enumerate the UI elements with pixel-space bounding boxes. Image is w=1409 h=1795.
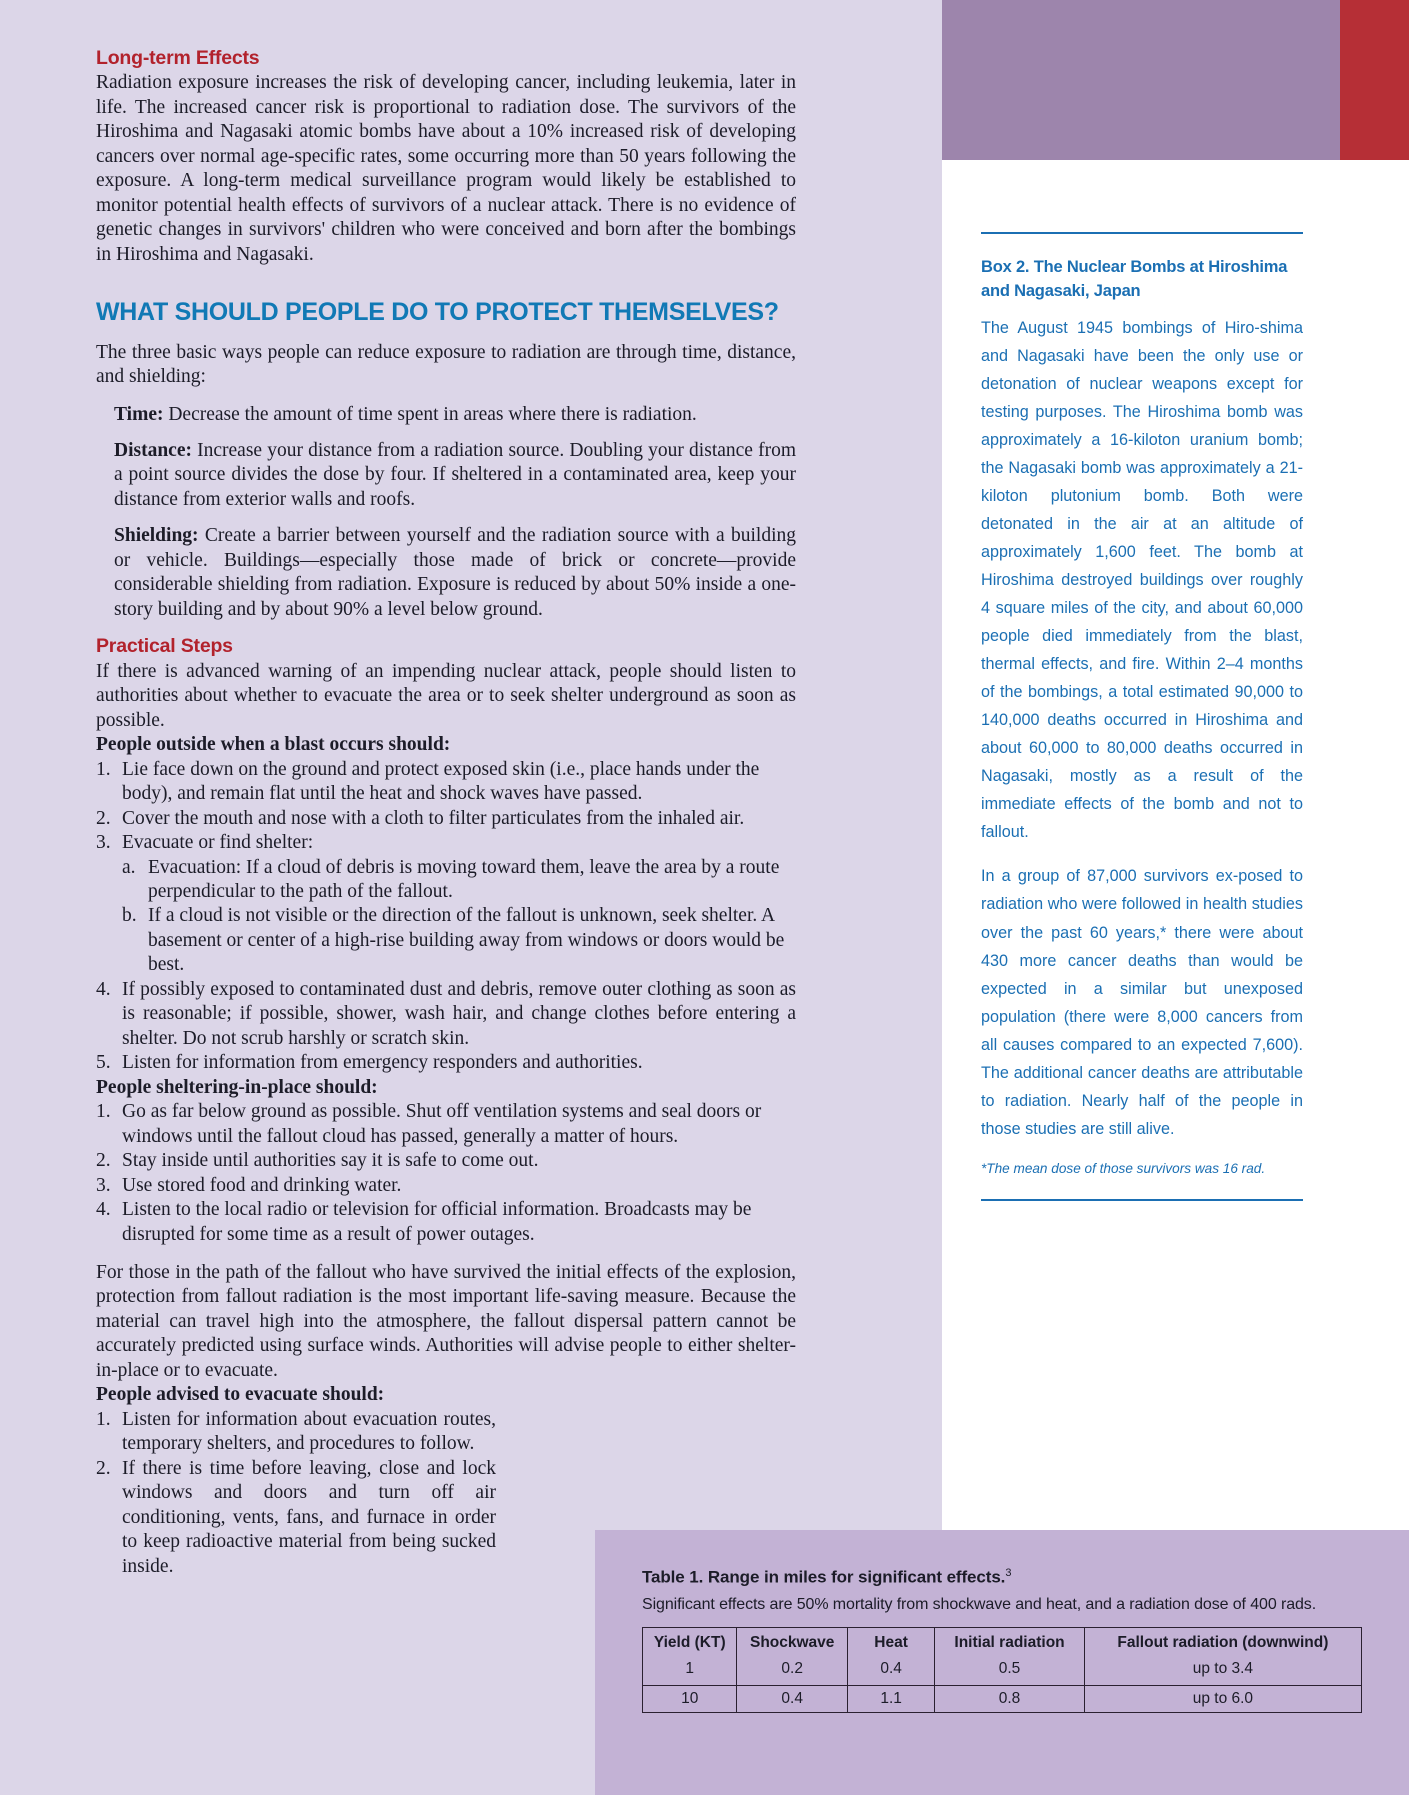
table-header-cell: Initial radiation <box>935 1627 1085 1656</box>
decorative-red-block <box>1340 0 1409 160</box>
list-item <box>96 1457 496 1579</box>
definition-distance-text: Increase your distance from a radiation source. Doubling your distance from a point source divides the dose by four. If sheltered in a contaminated area, keep your distance from exterior walls and roofs. <box>114 440 796 510</box>
sidebar-rule-bottom <box>981 1199 1303 1201</box>
definition-distance <box>114 439 796 512</box>
list-item-text: Evacuate or find shelter: <box>122 832 314 854</box>
table-header-row <box>643 1627 1362 1656</box>
sidebar-box-title: Box 2. The Nuclear Bombs at Hiroshima and Nagasaki, Japan <box>981 258 1288 300</box>
list-item-text: Evacuation: If a cloud of debris is moving toward them, leave the area by a route perpendicular to the path of the fallout. <box>148 856 780 902</box>
table-cell: up to 6.0 <box>1084 1685 1361 1712</box>
decorative-purple-block <box>942 0 1340 160</box>
lead-people-evacuate: People advised to evacuate should: <box>96 1384 385 1406</box>
table-1-panel <box>595 1530 1409 1795</box>
table-header-cell: Shockwave <box>737 1627 848 1656</box>
list-item-text: If a cloud is not visible or the direction of the fallout is unknown, seek shelter. A basement or center of a high-rise building away from windows or doors would be best. <box>148 905 785 976</box>
table-1-caption <box>642 1567 1409 1588</box>
list-marker: 1. <box>96 1408 111 1430</box>
definition-time-term: Time: <box>114 403 164 425</box>
list-people-sheltering <box>96 1100 796 1247</box>
table-1-caption-footnote-marker: 3 <box>1005 1567 1012 1579</box>
list-item <box>96 1198 796 1247</box>
list-item <box>96 758 796 807</box>
list-item <box>96 831 796 855</box>
main-content-column <box>96 46 796 1579</box>
table-header-cell: Yield (KT) <box>643 1627 737 1656</box>
table-row <box>643 1656 1362 1686</box>
sidebar-rule-top <box>981 232 1303 234</box>
list-item-text: Listen for information about evacuation routes, temporary shelters, and procedures to follow. <box>122 1408 496 1455</box>
table-1 <box>642 1627 1362 1713</box>
sidebar-paragraph-1: The August 1945 bombings of Hiro-shima and Nagasaki have been the only use or detonation of nuclear weapons except for testing purposes. The Hiroshima bomb was approximately a 16-kiloton uranium bomb; the Nagasaki bomb was approximately a 21-kiloton plutonium bomb. Both were detonated in the air at an altitude of approximately 1,600 feet. The bomb at Hiroshima destroyed buildings over roughly 4 square miles of the city, and about 60,000 people died immediately from the blast, thermal effects, and fire. Within 2–4 months of the bombings, a total estimated 90,000 to 140,000 deaths occurred in Hiroshima and about 60,000 to 80,000 deaths occurred in Nagasaki, mostly as a result of the immediate effects of the bomb and not to fallout. <box>981 318 1303 842</box>
list-item <box>96 1149 796 1173</box>
list-marker: 3. <box>96 832 111 854</box>
list-marker: b. <box>122 905 137 927</box>
list-people-outside-cont <box>96 978 796 1076</box>
list-marker: 5. <box>96 1052 111 1074</box>
heading-long-term-effects: Long-term Effects <box>96 47 260 69</box>
list-item <box>96 1051 796 1075</box>
list-marker: 4. <box>96 1199 111 1221</box>
table-header-cell: Heat <box>847 1627 934 1656</box>
list-marker: 2. <box>96 1457 111 1479</box>
heading-protect-themselves: WHAT SHOULD PEOPLE DO TO PROTECT THEMSELVES? <box>96 298 779 327</box>
table-1-subcaption: Significant effects are 50% mortality from shockwave and heat, and a radiation dose of 400 rads. <box>642 1595 1317 1613</box>
table-1-caption-text: Table 1. Range in miles for significant effects. <box>642 1567 1006 1587</box>
definition-shielding <box>114 524 796 622</box>
list-marker: 1. <box>96 758 111 780</box>
list-people-evacuate <box>96 1408 496 1579</box>
list-people-outside-sub <box>96 856 796 978</box>
lead-people-sheltering: People sheltering-in-place should: <box>96 1076 378 1098</box>
definition-time-text: Decrease the amount of time spent in areas where there is radiation. <box>163 403 697 425</box>
definition-shielding-term: Shielding: <box>114 525 199 547</box>
paragraph-practical-steps: If there is advanced warning of an impending nuclear attack, people should listen to authorities about whether to evacuate the area or to seek shelter underground as soon as possible. <box>96 660 796 731</box>
list-item <box>96 1174 796 1198</box>
list-item-text: If there is time before leaving, close and lock windows and doors and turn off air conditioning, vents, fans, and furnace in order to keep radioactive material from being sucked inside. <box>122 1457 496 1577</box>
list-item-text: If possibly exposed to contaminated dust and debris, remove outer clothing as soon as is reasonable; if possible, shower, wash hair, and change clothes before entering a shelter. Do not scrub harshly or scratch skin. <box>122 978 796 1049</box>
sidebar-box-2 <box>981 232 1303 1201</box>
lead-people-outside: People outside when a blast occurs should: <box>96 734 451 756</box>
heading-practical-steps: Practical Steps <box>96 635 233 658</box>
table-cell: 1 <box>643 1656 737 1686</box>
table-cell: 1.1 <box>847 1685 934 1712</box>
list-item-text: Lie face down on the ground and protect exposed skin (i.e., place hands under the body), and remain flat until the heat and shock waves have passed. <box>122 758 760 805</box>
list-item-text: Cover the mouth and nose with a cloth to filter particulates from the inhaled air. <box>122 807 745 829</box>
table-row <box>643 1685 1362 1712</box>
list-item <box>96 807 796 831</box>
table-header-cell: Fallout radiation (downwind) <box>1084 1627 1361 1656</box>
list-people-outside <box>96 758 796 856</box>
table-cell: 0.4 <box>737 1685 848 1712</box>
list-item <box>96 1408 496 1457</box>
list-item-text: Stay inside until authorities say it is safe to come out. <box>122 1150 539 1172</box>
list-item <box>96 1100 796 1149</box>
list-item-text: Listen to the local radio or television for official information. Broadcasts may be disrupted for some time as a result of power outages. <box>122 1199 752 1245</box>
definition-distance-term: Distance: <box>114 440 192 461</box>
paragraph-fallout-path: For those in the path of the fallout who have survived the initial effects of the explosion, protection from fallout radiation is the most important life-saving measure. Because the material can travel high into the atmosphere, the fallout dispersal pattern cannot be accurately predicted using surface winds. Authorities will advise people to either shelter-in-place or to evacuate. <box>96 1262 796 1381</box>
definition-time <box>114 403 796 427</box>
list-marker: 1. <box>96 1101 111 1123</box>
table-cell: 0.5 <box>935 1656 1085 1686</box>
table-cell: up to 3.4 <box>1084 1656 1361 1686</box>
table-cell: 10 <box>643 1685 737 1712</box>
list-item <box>96 978 796 1051</box>
list-marker: 3. <box>96 1174 111 1196</box>
sidebar-paragraph-2: In a group of 87,000 survivors ex-posed to radiation who were followed in health studies over the past 60 years,* there were about 430 more cancer deaths than would be expected in a similar but unexposed population (there were 8,000 cancers from all causes compared to an expected 7,600). The additional cancer deaths are attributable to radiation. Nearly half of the people in those studies are still alive. <box>981 867 1303 1138</box>
list-marker: 4. <box>96 978 111 1000</box>
list-marker: 2. <box>96 1150 111 1172</box>
list-item <box>96 904 796 977</box>
table-cell: 0.8 <box>935 1685 1085 1712</box>
list-item-text: Go as far below ground as possible. Shut off ventilation systems and seal doors or windows until the fallout cloud has passed, generally a matter of hours. <box>122 1101 762 1147</box>
table-cell: 0.2 <box>737 1656 848 1686</box>
list-item-text: Listen for information from emergency responders and authorities. <box>122 1052 643 1074</box>
list-marker: a. <box>122 856 136 878</box>
definition-shielding-text: Create a barrier between yourself and the radiation source with a building or vehicle. Buildings—especially those made of brick or concrete—provide considerable shielding from radiation. Exposure is reduced by about 50% inside a one-story building and by about 90% a level below ground. <box>114 525 796 620</box>
table-cell: 0.4 <box>847 1656 934 1686</box>
definition-list <box>96 403 796 623</box>
sidebar-footnote: *The mean dose of those survivors was 16 rad. <box>981 1160 1266 1176</box>
list-marker: 2. <box>96 807 111 829</box>
list-item <box>96 856 796 905</box>
list-item-text: Use stored food and drinking water. <box>122 1174 402 1196</box>
paragraph-three-basic-ways: The three basic ways people can reduce exposure to radiation are through time, distance, and shielding: <box>96 341 796 388</box>
paragraph-long-term-effects: Radiation exposure increases the risk of developing cancer, including leukemia, later in life. The increased cancer risk is proportional to radiation dose. The survivors of the Hiroshima and Nagasaki atomic bombs have about a 10% increased risk of developing cancers over normal age-specific rates, some occurring more than 50 years following the exposure. A long-term medical surveillance program would likely be established to monitor potential health effects of survivors of a nuclear attack. There is no evidence of genetic changes in survivors' children who were conceived and born after the bombings in Hiroshima and Nagasaki. <box>96 72 796 265</box>
